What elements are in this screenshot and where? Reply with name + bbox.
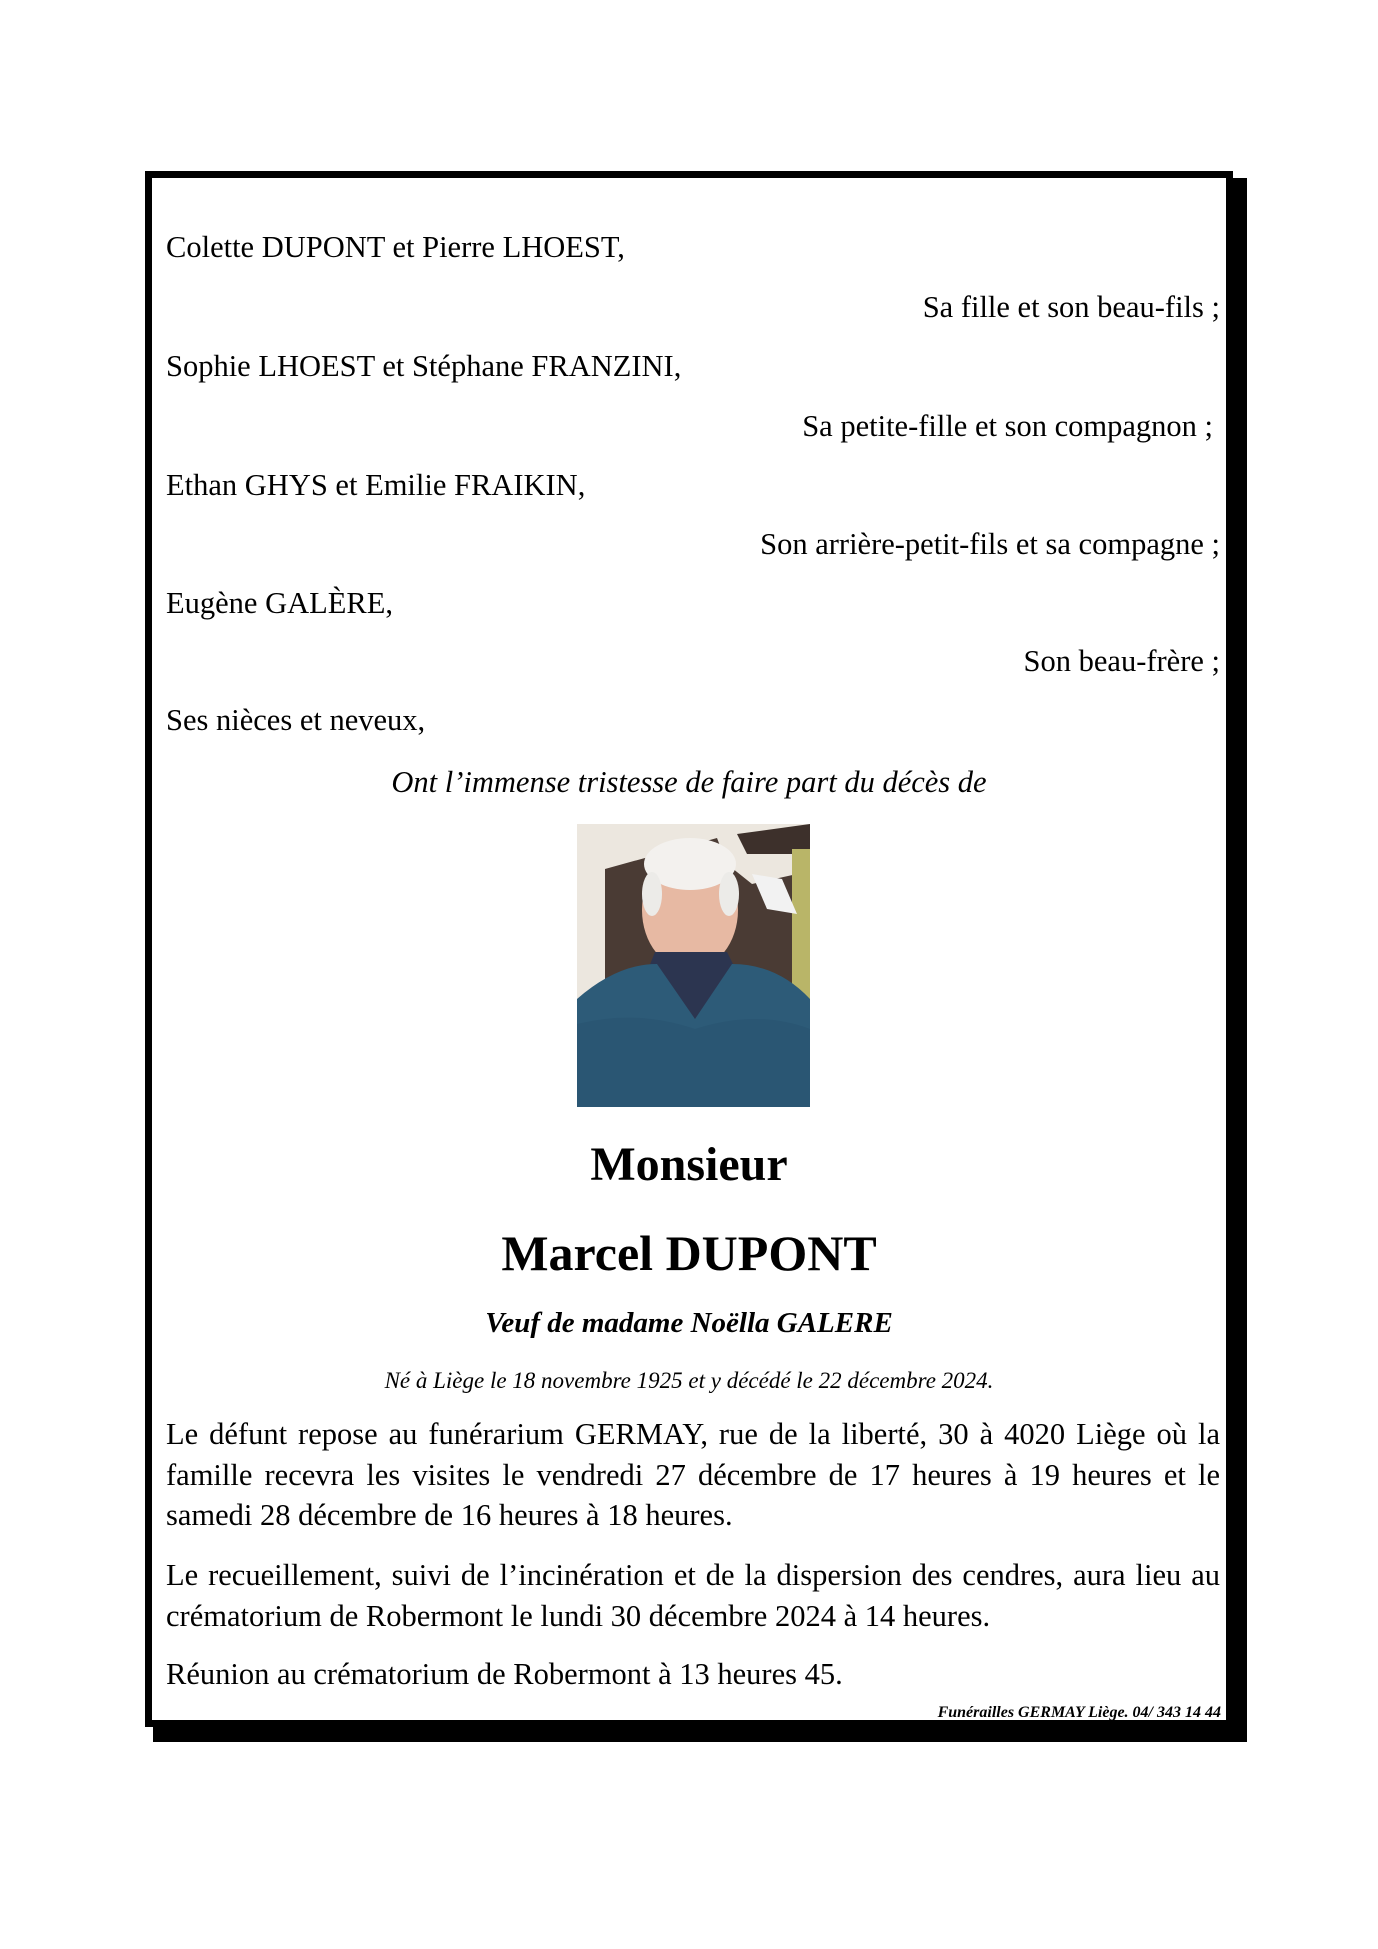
announcement: Ont l’immense tristesse de faire part du décès de — [391, 765, 987, 799]
family-relation-3: Son arrière-petit-fils et sa compagne ; — [760, 527, 1220, 561]
family-name-3: Ethan GHYS et Emilie FRAIKIN, — [166, 468, 586, 502]
deceased-name: Marcel DUPONT — [501, 1225, 877, 1281]
family-relation-2: Sa petite-fille et son compagnon ; — [802, 409, 1213, 443]
family-name-2: Sophie LHOEST et Stéphane FRANZINI, — [166, 349, 682, 383]
family-name-5: Ses nièces et neveux, — [166, 703, 426, 737]
deceased-photo — [577, 824, 810, 1107]
family-name-1: Colette DUPONT et Pierre LHOEST, — [166, 230, 625, 264]
family-relation-1: Sa fille et son beau-fils ; — [922, 290, 1220, 324]
ceremony-paragraph: Le recueillement, suivi de l’incinération et de la dispersion des cendres, aura lieu au crématorium de Robermont le lundi 30 décembre 2024 à 14 heures. — [166, 1558, 1220, 1633]
family-relation-4: Son beau-frère ; — [1023, 644, 1220, 678]
deceased-title: Monsieur — [590, 1138, 788, 1191]
spouse-line: Veuf de madame Noëlla GALERE — [485, 1307, 893, 1339]
family-name-4: Eugène GALÈRE, — [166, 586, 393, 620]
birth-death-line: Né à Liège le 18 novembre 1925 et y décédé le 22 décembre 2024. — [384, 1368, 994, 1393]
visitation-paragraph: Le défunt repose au funérarium GERMAY, rue de la liberté, 30 à 4020 Liège où la famille recevra les visites le vendredi 27 décembre de 17 heures à 19 heures et le samedi 28 décembre de 16 heures à 18 heures. — [166, 1417, 1220, 1532]
funeral-home-footer: Funérailles GERMAY Liège. 04/ 343 14 44 — [937, 1704, 1221, 1721]
reunion-paragraph: Réunion au crématorium de Robermont à 13 heures 45. — [166, 1657, 843, 1691]
